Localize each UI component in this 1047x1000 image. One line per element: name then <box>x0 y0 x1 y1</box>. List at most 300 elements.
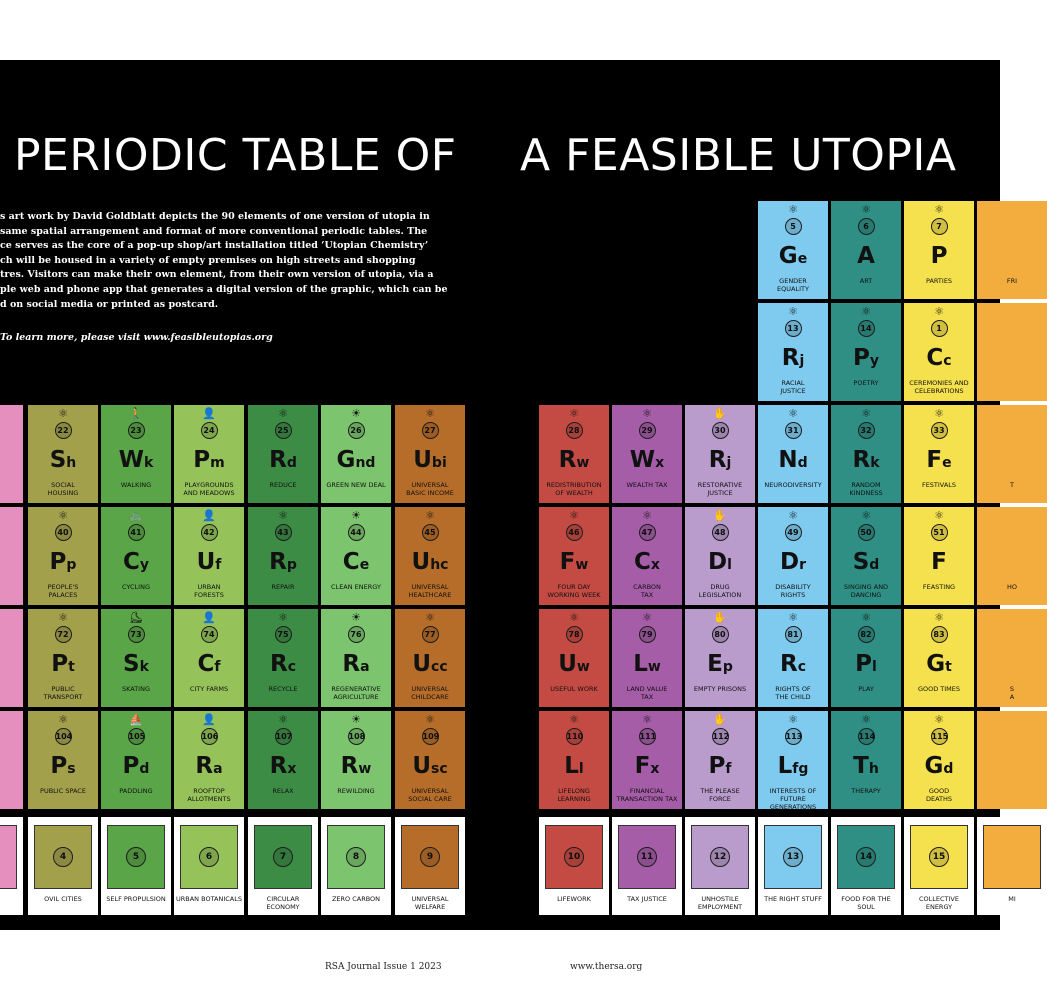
element-number: 24 <box>201 422 218 439</box>
element-tile <box>977 711 1047 809</box>
person-icon: 👤 <box>202 713 216 726</box>
blank-icon <box>977 714 1047 726</box>
element-tile <box>321 405 391 503</box>
element-tile <box>612 405 682 503</box>
element-name <box>0 685 22 701</box>
element-symbol: Rd <box>269 447 297 473</box>
category-card <box>904 817 974 915</box>
intro-line: ch will be housed in a variety of empty premises on high streets and shopping <box>0 254 416 266</box>
atom-icon: ⚛ <box>788 305 798 318</box>
atom-icon: ⚛ <box>788 713 798 726</box>
element-name: REDUCE <box>269 481 297 489</box>
atom-icon: ⚛ <box>642 509 652 522</box>
element-number: 81 <box>785 626 802 643</box>
element-tile <box>0 507 23 605</box>
element-number: 5 <box>785 218 802 235</box>
category-name: ZERO CARBON <box>331 895 381 903</box>
element-name <box>0 583 22 599</box>
atom-icon: ⚛ <box>788 611 798 624</box>
category-card <box>395 817 465 915</box>
element-symbol: Wx <box>629 447 665 473</box>
element-tile <box>539 405 609 503</box>
element-number: 50 <box>858 524 875 541</box>
element-tile <box>101 711 171 809</box>
element-number: 44 <box>348 524 365 541</box>
atom-icon: ⚛ <box>934 509 944 522</box>
blank-icon <box>0 612 23 624</box>
element-tile <box>0 609 23 707</box>
element-number: 104 <box>55 728 72 745</box>
element-symbol: Cx <box>634 549 660 575</box>
element-number: 106 <box>201 728 218 745</box>
element-number: 30 <box>712 422 729 439</box>
category-card <box>0 817 23 915</box>
category-card <box>831 817 901 915</box>
element-tile <box>831 711 901 809</box>
element-symbol: Uf <box>196 549 222 575</box>
element-tile <box>321 711 391 809</box>
atom-icon: ⚛ <box>861 407 871 420</box>
element-number: 33 <box>931 422 948 439</box>
element-number: 83 <box>931 626 948 643</box>
element-symbol: Ce <box>342 549 370 575</box>
walker-icon: 🚶 <box>129 407 143 420</box>
element-symbol: Ubi <box>413 447 447 473</box>
element-name: SOCIAL HOUSING <box>47 481 79 497</box>
element-tile <box>831 303 901 401</box>
atom-icon: ⚛ <box>934 407 944 420</box>
element-number: 110 <box>566 728 583 745</box>
element-name: FRI <box>1006 277 1018 285</box>
element-symbol: Pl <box>855 651 877 677</box>
atom-icon: ⚛ <box>788 203 798 216</box>
skater-icon: ⛸ <box>129 611 143 624</box>
element-symbol: Usc <box>412 753 448 779</box>
category-swatch <box>0 825 17 889</box>
element-number: 113 <box>785 728 802 745</box>
element-tile <box>977 507 1047 605</box>
bicycle-icon: 🚲 <box>129 509 143 522</box>
category-card <box>977 817 1047 915</box>
element-name: LAND VALUE TAX <box>626 685 668 701</box>
sun-icon: ☀ <box>351 509 361 522</box>
element-number: 108 <box>348 728 365 745</box>
atom-icon: ⚛ <box>934 611 944 624</box>
element-name: LIFELONG LEARNING <box>557 787 591 803</box>
element-number: 51 <box>931 524 948 541</box>
element-number: 26 <box>348 422 365 439</box>
element-symbol: Ps <box>50 753 76 779</box>
element-tile <box>831 201 901 299</box>
element-name: RANDOM KINDNESS <box>849 481 883 497</box>
element-name: GENDER EQUALITY <box>777 277 809 293</box>
element-symbol: Cc <box>926 345 952 371</box>
title-right: A FEASIBLE UTOPIA <box>520 130 957 181</box>
element-number: 115 <box>931 728 948 745</box>
element-name: SKATING <box>121 685 150 693</box>
element-name: GOOD TIMES <box>917 685 961 693</box>
element-number: 31 <box>785 422 802 439</box>
element-tile <box>758 201 828 299</box>
atom-icon: ⚛ <box>569 407 579 420</box>
element-symbol: Rj <box>708 447 732 473</box>
element-name: UNIVERSAL BASIC INCOME <box>406 481 454 497</box>
category-number: 12 <box>710 847 730 867</box>
element-tile <box>248 405 318 503</box>
element-name: PLAY <box>858 685 874 693</box>
intro-line: same spatial arrangement and format of more conventional periodic tables. The <box>0 225 428 237</box>
element-number: 46 <box>566 524 583 541</box>
element-number: 76 <box>348 626 365 643</box>
element-number: 82 <box>858 626 875 643</box>
element-symbol: Uhc <box>411 549 449 575</box>
element-tile <box>28 507 98 605</box>
category-name: UNIVERSAL WELFARE <box>411 895 449 911</box>
element-tile <box>174 507 244 605</box>
category-name: TAX JUSTICE <box>627 895 667 903</box>
element-tile <box>977 405 1047 503</box>
element-number: 79 <box>639 626 656 643</box>
element-name: UNIVERSAL SOCIAL CARE <box>408 787 452 803</box>
element-tile <box>977 303 1047 401</box>
category-card <box>28 817 98 915</box>
category-name: MI <box>1008 895 1016 903</box>
atom-icon: ⚛ <box>425 713 435 726</box>
element-name: FOUR DAY WORKING WEEK <box>547 583 601 599</box>
element-symbol: Cy <box>122 549 150 575</box>
element-symbol: Pd <box>122 753 150 779</box>
person-icon: 👤 <box>202 407 216 420</box>
element-number: 48 <box>712 524 729 541</box>
category-number: 5 <box>126 847 146 867</box>
category-card <box>101 817 171 915</box>
category-card <box>612 817 682 915</box>
atom-icon: ⚛ <box>642 611 652 624</box>
sun-icon: ☀ <box>351 611 361 624</box>
sun-icon: ☀ <box>351 713 361 726</box>
element-name: PUBLIC SPACE <box>40 787 86 795</box>
element-tile <box>831 609 901 707</box>
element-tile <box>758 711 828 809</box>
element-symbol: Rx <box>269 753 297 779</box>
footer-issue: RSA Journal Issue 1 2023 <box>325 962 442 972</box>
category-swatch <box>983 825 1041 889</box>
element-tile <box>612 507 682 605</box>
element-tile <box>831 405 901 503</box>
element-symbol: Rc <box>779 651 807 677</box>
element-tile <box>612 609 682 707</box>
element-symbol: Cf <box>197 651 221 677</box>
element-name: HO <box>1006 583 1017 591</box>
atom-icon: ⚛ <box>425 407 435 420</box>
element-tile <box>174 609 244 707</box>
element-name: REPAIR <box>271 583 295 591</box>
element-name: RESTORATIVE JUSTICE <box>697 481 743 497</box>
category-number: 4 <box>53 847 73 867</box>
element-tile <box>831 507 901 605</box>
atom-icon: ⚛ <box>788 509 798 522</box>
element-name: REDISTRIBUTION OF WEALTH <box>546 481 602 497</box>
category-card <box>539 817 609 915</box>
element-name: SINGING AND DANCING <box>843 583 889 599</box>
atom-icon: ⚛ <box>58 509 68 522</box>
element-number: 1 <box>931 320 948 337</box>
atom-icon: ⚛ <box>278 407 288 420</box>
element-symbol: Sh <box>49 447 77 473</box>
element-tile <box>758 609 828 707</box>
atom-icon: ⚛ <box>861 611 871 624</box>
element-number: 32 <box>858 422 875 439</box>
element-tile <box>101 405 171 503</box>
atom-icon: ⚛ <box>58 407 68 420</box>
element-symbol: Ge <box>778 243 808 269</box>
element-name: UNIVERSAL CHILDCARE <box>411 685 449 701</box>
hand-icon: ✋ <box>713 611 727 624</box>
category-card <box>248 817 318 915</box>
atom-icon: ⚛ <box>278 509 288 522</box>
element-number: 41 <box>128 524 145 541</box>
element-symbol: P <box>930 243 948 269</box>
element-symbol: Lfg <box>777 753 809 779</box>
category-card <box>758 817 828 915</box>
element-name: S A <box>1009 685 1015 701</box>
category-number: 13 <box>783 847 803 867</box>
element-tile <box>904 303 974 401</box>
element-name: THE PLEASE FORCE <box>700 787 740 803</box>
element-name: FINANCIAL TRANSACTION TAX <box>616 787 678 803</box>
element-symbol: Fw <box>559 549 589 575</box>
category-name: FOOD FOR THE SOUL <box>841 895 891 911</box>
element-tile <box>321 507 391 605</box>
atom-icon: ⚛ <box>569 713 579 726</box>
element-number: 114 <box>858 728 875 745</box>
element-number: 80 <box>712 626 729 643</box>
intro-line: s art work by David Goldblatt depicts the 90 elements of one version of utopia in <box>0 211 430 222</box>
category-card <box>685 817 755 915</box>
element-number: 75 <box>275 626 292 643</box>
element-name: RIGHTS OF THE CHILD <box>775 685 811 701</box>
element-number: 74 <box>201 626 218 643</box>
element-number: 27 <box>422 422 439 439</box>
element-symbol: Fx <box>634 753 660 779</box>
element-tile <box>28 405 98 503</box>
element-symbol: Pf <box>708 753 732 779</box>
element-symbol: Pp <box>49 549 77 575</box>
element-symbol: Ra <box>195 753 223 779</box>
element-number: 6 <box>858 218 875 235</box>
element-symbol: Ucc <box>412 651 448 677</box>
atom-icon: ⚛ <box>278 713 288 726</box>
element-name: GOOD DEATHS <box>925 787 953 803</box>
element-tile <box>101 609 171 707</box>
element-symbol: Th <box>853 753 879 779</box>
element-tile <box>248 609 318 707</box>
element-number: 105 <box>128 728 145 745</box>
element-name <box>0 481 22 489</box>
element-number: 14 <box>858 320 875 337</box>
footer-url: www.thersa.org <box>570 962 643 972</box>
element-tile <box>758 507 828 605</box>
blank-icon <box>977 510 1047 522</box>
category-name: THE RIGHT STUFF <box>764 895 822 903</box>
element-name: WEALTH TAX <box>626 481 668 489</box>
periodic-grid <box>0 60 1018 930</box>
hand-icon: ✋ <box>713 509 727 522</box>
category-number: 10 <box>564 847 584 867</box>
element-tile <box>904 609 974 707</box>
blank-icon <box>0 714 23 726</box>
element-name: DRUG LEGISLATION <box>698 583 742 599</box>
category-number: 8 <box>346 847 366 867</box>
element-number: 107 <box>275 728 292 745</box>
element-name: REWILDING <box>337 787 375 795</box>
element-number: 43 <box>275 524 292 541</box>
blank-icon <box>977 408 1047 420</box>
element-number: 45 <box>422 524 439 541</box>
element-name: ROOFTOP ALLOTMENTS <box>187 787 231 803</box>
element-symbol: Gnd <box>336 447 376 473</box>
poster <box>0 60 1018 930</box>
hand-icon: ✋ <box>713 713 727 726</box>
element-symbol: Sd <box>852 549 880 575</box>
element-symbol: Lw <box>633 651 661 677</box>
element-name: CYCLING <box>121 583 150 591</box>
element-name: ART <box>859 277 873 285</box>
element-number: 28 <box>566 422 583 439</box>
element-number: 25 <box>275 422 292 439</box>
element-name: CITY FARMS <box>189 685 229 693</box>
atom-icon: ⚛ <box>425 611 435 624</box>
element-tile <box>0 711 23 809</box>
element-symbol: Wk <box>118 447 154 473</box>
intro-line: d on social media or printed as postcard. <box>0 298 219 310</box>
element-name: FESTIVALS <box>921 481 957 489</box>
title-left: PERIODIC TABLE OF <box>14 130 457 181</box>
category-name: CIRCULAR ECONOMY <box>266 895 300 911</box>
atom-icon: ⚛ <box>861 203 871 216</box>
element-name: USEFUL WORK <box>550 685 598 693</box>
blank-icon <box>977 204 1047 216</box>
category-name: SELF PROPULSION <box>106 895 166 903</box>
element-name: FEASTING <box>922 583 956 591</box>
element-symbol: Rp <box>269 549 297 575</box>
element-symbol: Rj <box>781 345 805 371</box>
element-tile <box>904 405 974 503</box>
element-symbol: Rw <box>340 753 372 779</box>
element-name: PUBLIC TRANSPORT <box>43 685 83 701</box>
element-symbol <box>0 753 23 779</box>
element-name: PARTIES <box>925 277 953 285</box>
element-symbol: F <box>931 549 947 575</box>
intro-line: tres. Visitors can make their own element, from their own version of utopia, via a <box>0 269 434 281</box>
element-name: CARBON TAX <box>633 583 661 599</box>
element-symbol: Gt <box>926 651 952 677</box>
element-name: RELAX <box>272 787 294 795</box>
element-symbol: Rc <box>269 651 297 677</box>
element-number: 40 <box>55 524 72 541</box>
element-number: 29 <box>639 422 656 439</box>
element-name: PEOPLE'S PALACES <box>47 583 79 599</box>
element-name: INTERESTS OF FUTURE GENERATIONS <box>769 787 817 811</box>
category-number: 15 <box>929 847 949 867</box>
element-name: WALKING <box>120 481 152 489</box>
intro-line: ce serves as the core of a pop-up shop/art installation titled ‘Utopian Chemistry’ <box>0 240 429 252</box>
element-number: 72 <box>55 626 72 643</box>
element-tile <box>101 507 171 605</box>
element-name: T <box>1010 481 1014 489</box>
element-name: THERAPY <box>851 787 881 795</box>
intro-line: ple web and phone app that generates a digital version of the graphic, which can be <box>0 283 448 295</box>
element-tile <box>539 609 609 707</box>
atom-icon: ⚛ <box>861 509 871 522</box>
element-name: NEURODIVERSITY <box>764 481 822 489</box>
atom-icon: ⚛ <box>642 713 652 726</box>
element-number: 73 <box>128 626 145 643</box>
element-tile <box>539 711 609 809</box>
element-tile <box>685 507 755 605</box>
atom-icon: ⚛ <box>425 509 435 522</box>
element-tile <box>758 303 828 401</box>
element-tile <box>395 711 465 809</box>
category-name: UNHOSTILE EMPLOYMENT <box>697 895 743 911</box>
element-symbol: Nd <box>778 447 808 473</box>
element-tile <box>685 405 755 503</box>
category-card <box>174 817 244 915</box>
element-tile <box>904 201 974 299</box>
element-symbol <box>0 447 23 473</box>
element-name <box>0 787 22 795</box>
atom-icon: ⚛ <box>642 407 652 420</box>
blank-icon <box>0 510 23 522</box>
element-symbol: Fe <box>926 447 952 473</box>
atom-icon: ⚛ <box>934 713 944 726</box>
element-tile <box>174 405 244 503</box>
element-tile <box>977 609 1047 707</box>
element-tile <box>904 711 974 809</box>
category-number: 7 <box>273 847 293 867</box>
element-name: PLAYGROUNDS AND MEADOWS <box>183 481 235 497</box>
atom-icon: ⚛ <box>569 611 579 624</box>
atom-icon: ⚛ <box>934 305 944 318</box>
element-tile <box>0 405 23 503</box>
element-tile <box>321 609 391 707</box>
element-symbol: Ll <box>564 753 584 779</box>
element-name: POETRY <box>853 379 879 387</box>
element-name: REGENERATIVE AGRICULTURE <box>331 685 381 701</box>
element-number: 13 <box>785 320 802 337</box>
category-number: 6 <box>199 847 219 867</box>
element-number: 112 <box>712 728 729 745</box>
category-card <box>321 817 391 915</box>
element-symbol: Sk <box>123 651 149 677</box>
element-tile <box>539 507 609 605</box>
element-tile <box>685 609 755 707</box>
category-name: OVIL CITIES <box>44 895 82 903</box>
blank-icon <box>977 612 1047 624</box>
atom-icon: ⚛ <box>934 203 944 216</box>
element-name: RACIAL JUSTICE <box>780 379 806 395</box>
element-number: 111 <box>639 728 656 745</box>
atom-icon: ⚛ <box>861 305 871 318</box>
element-symbol: Dl <box>708 549 732 575</box>
person-icon: 👤 <box>202 509 216 522</box>
atom-icon: ⚛ <box>58 611 68 624</box>
element-number: 23 <box>128 422 145 439</box>
element-symbol: Uw <box>558 651 590 677</box>
category-name: COLLECTIVE ENERGY <box>919 895 959 911</box>
atom-icon: ⚛ <box>788 407 798 420</box>
element-symbol: Gd <box>924 753 954 779</box>
